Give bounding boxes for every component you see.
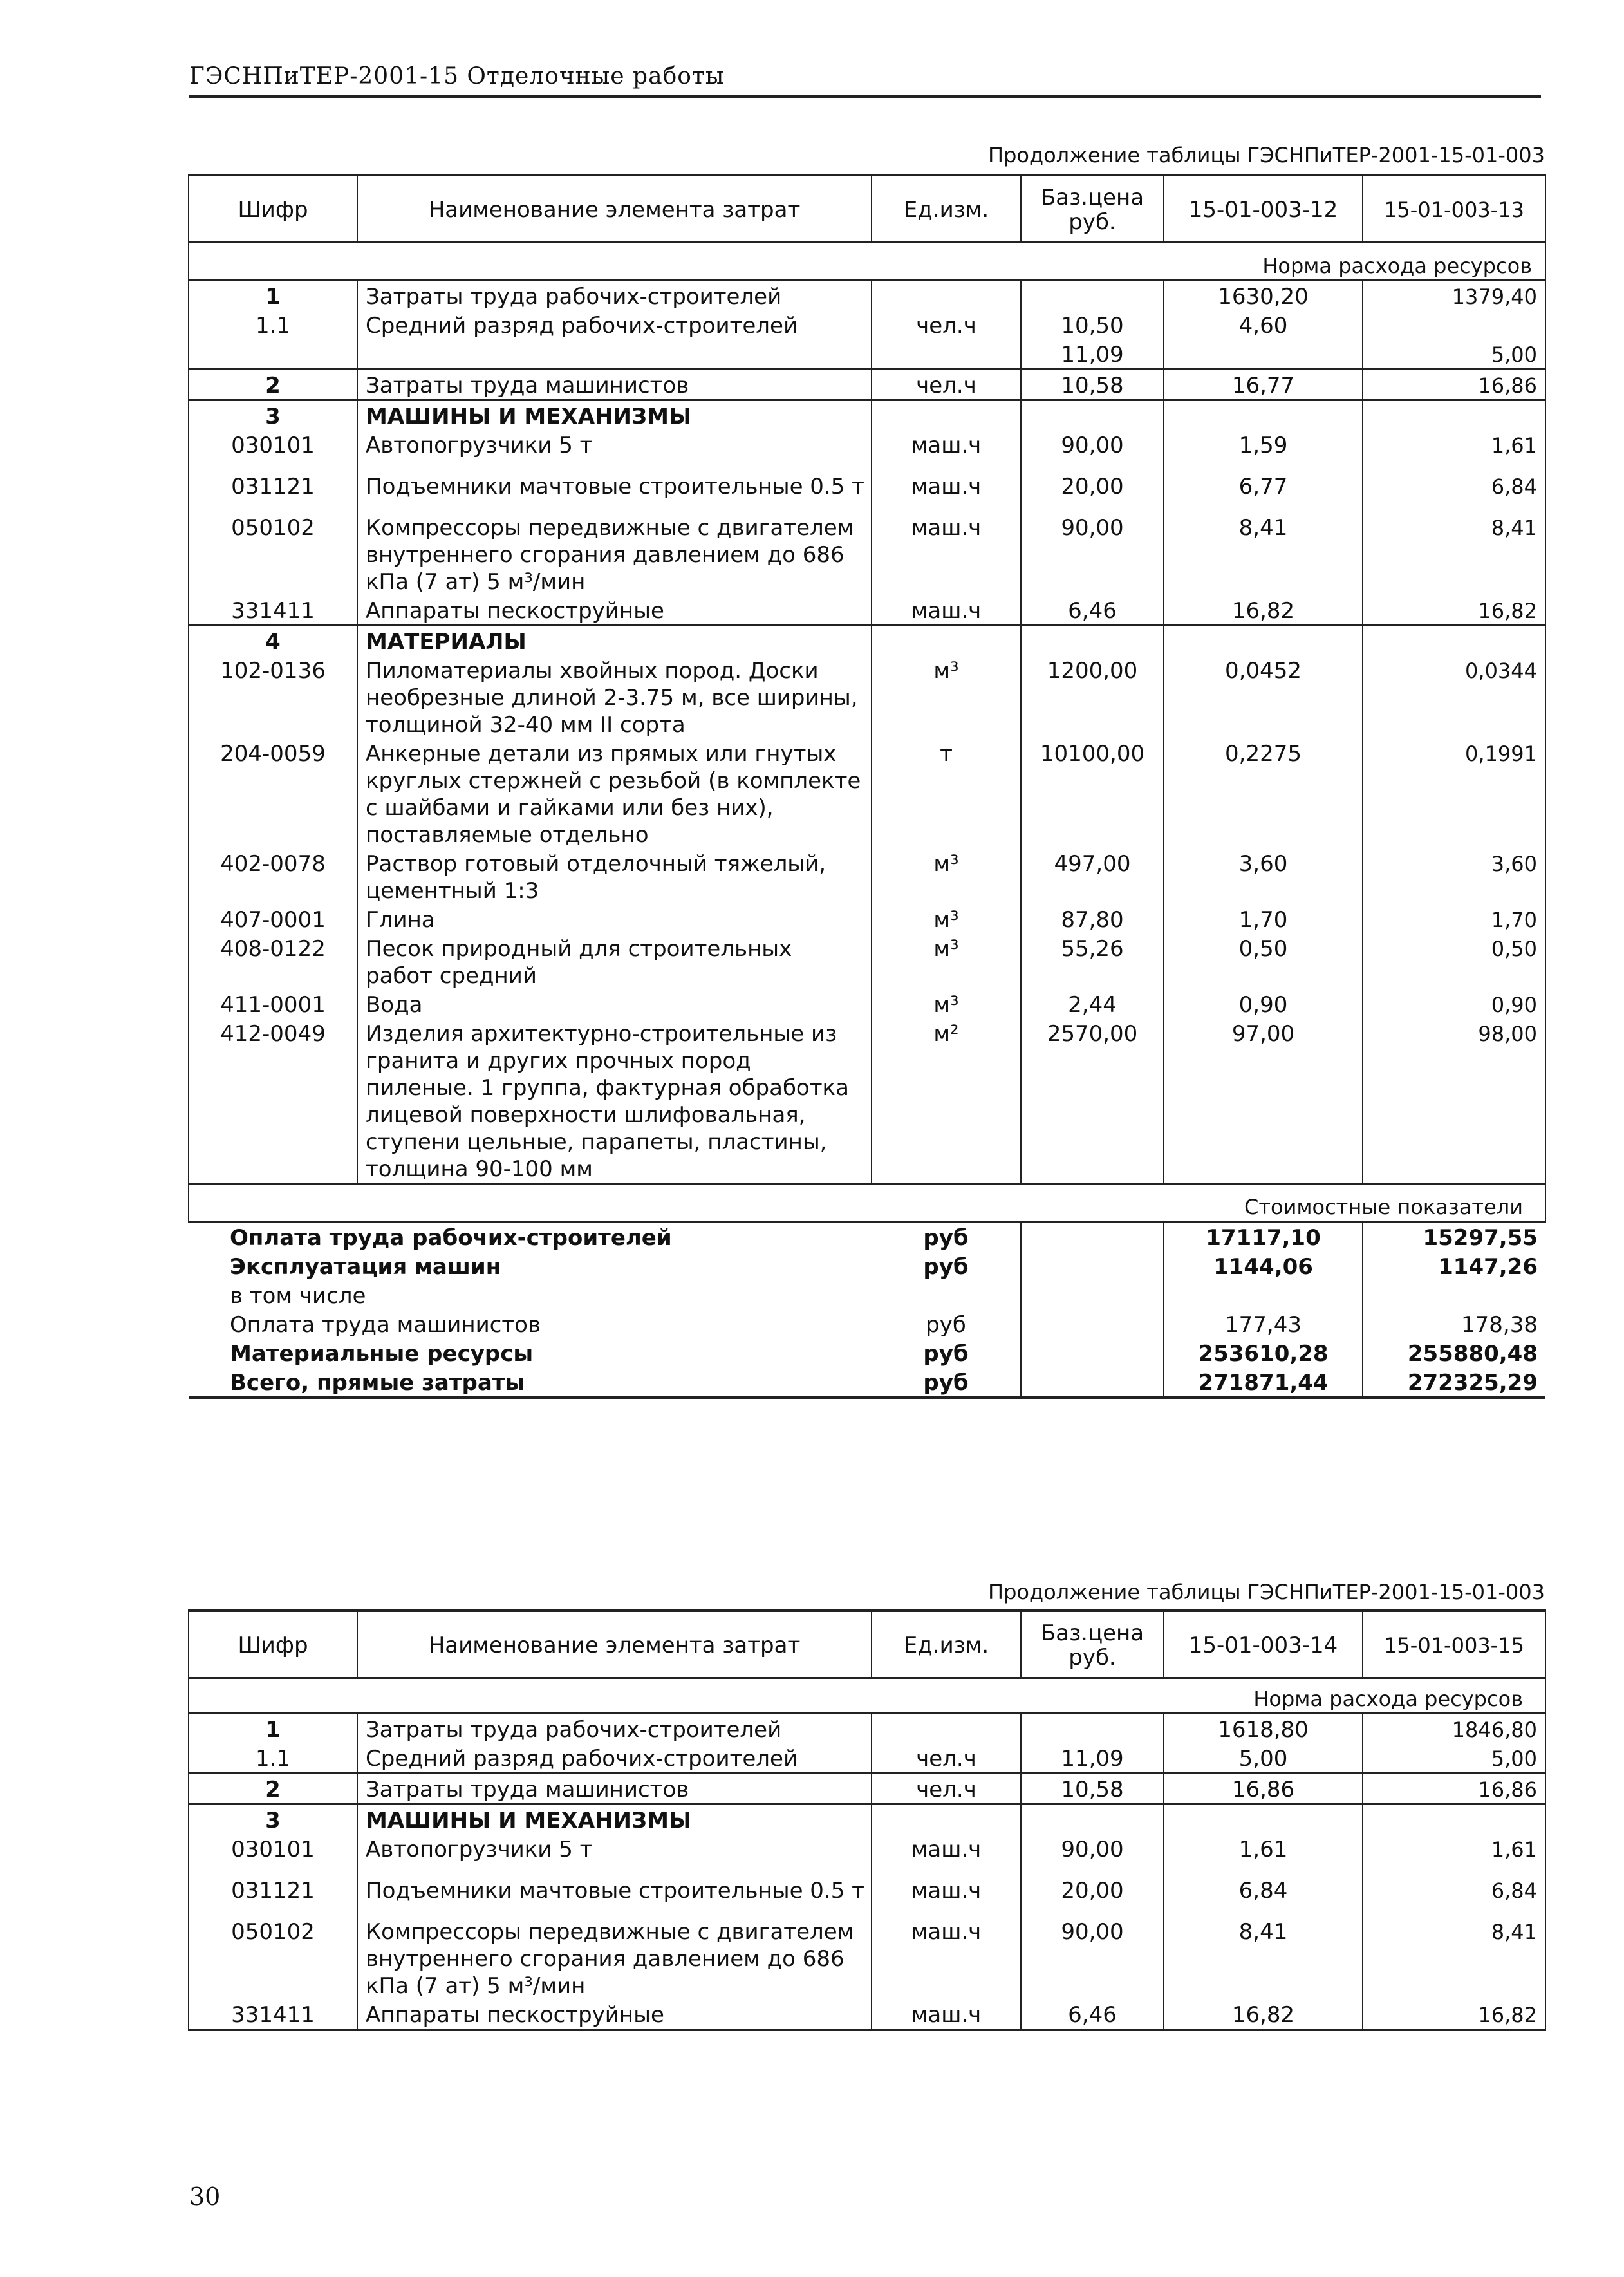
row-v1: 1,61 — [1164, 1834, 1363, 1875]
row-v1: 0,90 — [1164, 989, 1363, 1018]
row-unit: чел.ч — [872, 1773, 1021, 1804]
cost-name: в том числе — [230, 1282, 366, 1309]
row-v1: 6,84 — [1164, 1875, 1363, 1916]
table-row — [189, 310, 1545, 339]
table1-norm-row — [189, 242, 1545, 280]
cost-v2: 1147,26 — [1363, 1251, 1545, 1280]
row-code: 102-0136 — [189, 655, 357, 738]
table1 — [188, 174, 1546, 1399]
cost-v2: 272325,29 — [1363, 1367, 1545, 1398]
cost-empty — [1021, 1251, 1164, 1280]
table1-header-row — [189, 175, 1545, 242]
col-v1-header: 15-01-003-14 — [1164, 1611, 1363, 1678]
row-unit: т — [872, 738, 1021, 848]
table-row — [189, 369, 1545, 400]
row-code: 331411 — [189, 2000, 357, 2030]
row-name: Песок природный для строительных работ средний — [357, 933, 872, 989]
row-code: 3 — [189, 400, 357, 430]
cost-row — [189, 1309, 1545, 1338]
row-name: Автопогрузчики 5 т — [357, 1834, 872, 1875]
cost-name: Всего, прямые затраты — [189, 1367, 872, 1398]
cost-empty — [1021, 1221, 1164, 1251]
table-row — [189, 1773, 1545, 1804]
row-price: 10,58 — [1021, 369, 1164, 400]
row-unit — [872, 280, 1021, 310]
cost-row — [189, 1338, 1545, 1367]
row-v2: 16,82 — [1363, 595, 1545, 626]
row-name: Глина — [357, 904, 872, 933]
cost-unit: руб — [923, 1253, 969, 1280]
row-code: 050102 — [189, 512, 357, 595]
row-unit: маш.ч — [872, 430, 1021, 471]
row-price: 497,00 — [1021, 848, 1164, 904]
page-header-title: ГЭСНПиТЕР-2001-15 Отделочные работы — [189, 63, 725, 89]
row-v2: 1846,80 — [1363, 1713, 1545, 1743]
col-v2-header: 15-01-003-13 — [1363, 175, 1545, 242]
row-v1: 5,00 — [1164, 1743, 1363, 1774]
row-code: 1.1 — [189, 310, 357, 339]
cost-v2 — [1363, 1280, 1545, 1309]
col-code-header: Шифр — [189, 175, 357, 242]
table-row — [189, 400, 1545, 430]
cost-unit: руб — [872, 1367, 1021, 1398]
row-v1: 0,50 — [1164, 933, 1363, 989]
row-unit: маш.ч — [872, 1834, 1021, 1875]
row-code: 402-0078 — [189, 848, 357, 904]
row-name: Анкерные детали из прямых или гнутых круглых стержней с резьбой (в комплекте с шайбами и гайками или без них), поставляемые отдельно — [357, 738, 872, 848]
row-name: Пиломатериалы хвойных пород. Доски необрезные длиной 2-3.75 м, все ширины, толщиной 32-40 мм II сорта — [357, 655, 872, 738]
table-row — [189, 1804, 1545, 1834]
row-v1: 8,41 — [1164, 1916, 1363, 2000]
row-v1: 16,86 — [1164, 1773, 1363, 1804]
cost-v1 — [1164, 1280, 1363, 1309]
table-row — [189, 655, 1545, 738]
row-code: 2 — [189, 1773, 357, 1804]
row-name: Вода — [357, 989, 872, 1018]
table1-caption: Продолжение таблицы ГЭСНПиТЕР-2001-15-01-003 — [988, 143, 1545, 167]
cost-empty — [1021, 1338, 1164, 1367]
cost-row — [189, 1280, 1545, 1309]
row-unit — [872, 625, 1021, 655]
row-unit: чел.ч — [872, 1743, 1021, 1774]
row-code: 2 — [189, 369, 357, 400]
row-name: Затраты труда рабочих-строителей — [357, 280, 872, 310]
row-name: МАТЕРИАЛЫ — [357, 625, 872, 655]
cost-row — [189, 1251, 1545, 1280]
table-row — [189, 848, 1545, 904]
row-v1: 1,59 — [1164, 430, 1363, 471]
row-name: Автопогрузчики 5 т — [357, 430, 872, 471]
row-v1: 8,41 — [1164, 512, 1363, 595]
cost-v1: 253610,28 — [1164, 1338, 1363, 1367]
row-price: 90,00 — [1021, 1834, 1164, 1875]
row-v1: 1618,80 — [1164, 1713, 1363, 1743]
row-price: 2,44 — [1021, 989, 1164, 1018]
row-v2: 0,1991 — [1363, 738, 1545, 848]
col-price-header: Баз.цена руб. — [1021, 175, 1164, 242]
row-name: Компрессоры передвижные с двигателем внутреннего сгорания давлением до 686 кПа (7 ат) 5 м³/мин — [357, 1916, 872, 2000]
row-code: 1 — [189, 280, 357, 310]
row-price — [1021, 280, 1164, 310]
cost-v1: 17117,10 — [1164, 1221, 1363, 1251]
page-number: 30 — [189, 2182, 221, 2211]
row-unit: м³ — [872, 655, 1021, 738]
row-v1 — [1164, 1804, 1363, 1834]
row-v2: 0,0344 — [1363, 655, 1545, 738]
table2 — [188, 1609, 1546, 2031]
table-row — [189, 595, 1545, 626]
col-name-header: Наименование элемента затрат — [357, 1611, 872, 1678]
row-v2: 3,60 — [1363, 848, 1545, 904]
cost-v1: 271871,44 — [1164, 1367, 1363, 1398]
cost-name: Материальные ресурсы — [230, 1340, 534, 1367]
row-price — [1021, 1804, 1164, 1834]
col-unit-header: Ед.изм. — [872, 1611, 1021, 1678]
cost-name: Оплата труда рабочих-строителей — [230, 1224, 672, 1251]
row-v1: 0,2275 — [1164, 738, 1363, 848]
row-code: 412-0049 — [189, 1018, 357, 1184]
row-name: Аппараты пескоструйные — [357, 2000, 872, 2030]
row-price: 90,00 — [1021, 1916, 1164, 2000]
row-v1: 16,77 — [1164, 369, 1363, 400]
row-v2: 8,41 — [1363, 512, 1545, 595]
cost-row — [189, 1367, 1545, 1398]
table-row — [189, 280, 1545, 310]
cost-unit — [872, 1280, 1021, 1309]
row-v1: 1,70 — [1164, 904, 1363, 933]
col-v2-header: 15-01-003-15 — [1363, 1611, 1545, 1678]
cost-empty — [1021, 1309, 1164, 1338]
row-name: МАШИНЫ И МЕХАНИЗМЫ — [357, 1804, 872, 1834]
col-unit-header: Ед.изм. — [872, 175, 1021, 242]
row-unit: м³ — [872, 933, 1021, 989]
cost-row — [189, 1221, 1545, 1251]
row-price — [1021, 625, 1164, 655]
table-row — [189, 1743, 1545, 1774]
row-price: 1200,00 — [1021, 655, 1164, 738]
row-name: Затраты труда машинистов — [357, 1773, 872, 1804]
table-row — [189, 738, 1545, 848]
table-row — [189, 1018, 1545, 1184]
row-code: 411-0001 — [189, 989, 357, 1018]
row-unit — [872, 339, 1021, 370]
row-code: 030101 — [189, 1834, 357, 1875]
row-v1 — [1164, 400, 1363, 430]
row-price: 55,26 — [1021, 933, 1164, 989]
row-price: 2570,00 — [1021, 1018, 1164, 1184]
table-row — [189, 989, 1545, 1018]
row-unit: маш.ч — [872, 1875, 1021, 1916]
cost-name: Оплата труда машинистов — [230, 1311, 541, 1338]
row-unit: м³ — [872, 848, 1021, 904]
row-name — [357, 339, 872, 370]
row-v2: 1,61 — [1363, 1834, 1545, 1875]
row-unit: м³ — [872, 904, 1021, 933]
cost-unit: руб — [926, 1311, 966, 1338]
cost-name: Эксплуатация машин — [230, 1253, 501, 1280]
col-name-header: Наименование элемента затрат — [357, 175, 872, 242]
cost-v1: 177,43 — [1164, 1309, 1363, 1338]
row-name: МАШИНЫ И МЕХАНИЗМЫ — [357, 400, 872, 430]
table2-header-row — [189, 1611, 1545, 1678]
table-row — [189, 1916, 1545, 2000]
row-unit — [872, 1713, 1021, 1743]
page-header — [189, 59, 1541, 98]
row-v1: 3,60 — [1164, 848, 1363, 904]
row-name: Компрессоры передвижные с двигателем внутреннего сгорания давлением до 686 кПа (7 ат) 5 м³/мин — [357, 512, 872, 595]
table1-cost-label-row — [189, 1183, 1545, 1221]
row-v1: 4,60 — [1164, 310, 1363, 339]
row-v2: 6,84 — [1363, 1875, 1545, 1916]
row-name: Подъемники мачтовые строительные 0.5 т — [357, 1875, 872, 1916]
row-unit: чел.ч — [872, 310, 1021, 339]
table1-norm-label: Норма расхода ресурсов — [189, 242, 1545, 280]
row-unit: маш.ч — [872, 595, 1021, 626]
row-name: Затраты труда рабочих-строителей — [357, 1713, 872, 1743]
row-v1: 16,82 — [1164, 595, 1363, 626]
cost-unit: руб — [923, 1224, 969, 1251]
row-code: 031121 — [189, 471, 357, 512]
table-row — [189, 933, 1545, 989]
row-code: 050102 — [189, 1916, 357, 2000]
cost-empty — [1021, 1280, 1164, 1309]
row-code: 408-0122 — [189, 933, 357, 989]
row-unit: маш.ч — [872, 2000, 1021, 2030]
table-row — [189, 512, 1545, 595]
cost-empty — [1021, 1367, 1164, 1398]
row-price: 10,58 — [1021, 1773, 1164, 1804]
row-price — [1021, 400, 1164, 430]
row-v1 — [1164, 339, 1363, 370]
row-unit — [872, 400, 1021, 430]
row-code: 1 — [189, 1713, 357, 1743]
row-price: 10100,00 — [1021, 738, 1164, 848]
row-v1 — [1164, 625, 1363, 655]
table-row — [189, 904, 1545, 933]
row-v1: 97,00 — [1164, 1018, 1363, 1184]
row-unit: м³ — [872, 989, 1021, 1018]
row-code: 204-0059 — [189, 738, 357, 848]
row-code: 3 — [189, 1804, 357, 1834]
row-v2: 16,82 — [1363, 2000, 1545, 2030]
row-price: 20,00 — [1021, 471, 1164, 512]
table-row — [189, 625, 1545, 655]
row-price: 11,09 — [1021, 339, 1164, 370]
row-v2: 1379,40 — [1363, 280, 1545, 310]
table-row — [189, 471, 1545, 512]
table-row — [189, 2000, 1545, 2030]
row-v2 — [1363, 1804, 1545, 1834]
row-v1: 1630,20 — [1164, 280, 1363, 310]
cost-v1: 1144,06 — [1164, 1251, 1363, 1280]
col-code-header: Шифр — [189, 1611, 357, 1678]
row-unit: м² — [872, 1018, 1021, 1184]
row-v2: 1,61 — [1363, 430, 1545, 471]
row-v1: 6,77 — [1164, 471, 1363, 512]
row-v2: 5,00 — [1363, 1743, 1545, 1774]
row-name: Средний разряд рабочих-строителей — [357, 1743, 872, 1774]
table-row — [189, 430, 1545, 471]
row-v2 — [1363, 400, 1545, 430]
row-v2: 16,86 — [1363, 1773, 1545, 1804]
table2-norm-label: Норма расхода ресурсов — [189, 1678, 1545, 1713]
col-price-header: Баз.цена руб. — [1021, 1611, 1164, 1678]
row-price: 20,00 — [1021, 1875, 1164, 1916]
row-code: 030101 — [189, 430, 357, 471]
table-row — [189, 339, 1545, 370]
row-price: 6,46 — [1021, 2000, 1164, 2030]
row-name: Затраты труда машинистов — [357, 369, 872, 400]
row-price: 11,09 — [1021, 1743, 1164, 1774]
row-v2: 6,84 — [1363, 471, 1545, 512]
row-name: Раствор готовый отделочный тяжелый, цементный 1:3 — [357, 848, 872, 904]
row-name: Подъемники мачтовые строительные 0.5 т — [357, 471, 872, 512]
row-v2 — [1363, 625, 1545, 655]
row-price: 90,00 — [1021, 512, 1164, 595]
row-unit: маш.ч — [872, 471, 1021, 512]
row-v1: 0,0452 — [1164, 655, 1363, 738]
table1-cost-label: Стоимостные показатели — [189, 1183, 1545, 1221]
cost-v2: 255880,48 — [1363, 1338, 1545, 1367]
row-code: 4 — [189, 625, 357, 655]
cost-v2: 178,38 — [1363, 1309, 1545, 1338]
row-unit — [872, 1804, 1021, 1834]
row-price: 90,00 — [1021, 430, 1164, 471]
row-price: 6,46 — [1021, 595, 1164, 626]
table2-norm-row — [189, 1678, 1545, 1713]
row-price: 87,80 — [1021, 904, 1164, 933]
row-v2: 0,50 — [1363, 933, 1545, 989]
cost-v2: 15297,55 — [1363, 1221, 1545, 1251]
row-name: Средний разряд рабочих-строителей — [357, 310, 872, 339]
col-v1-header: 15-01-003-12 — [1164, 175, 1363, 242]
row-code — [189, 339, 357, 370]
row-price: 10,50 — [1021, 310, 1164, 339]
row-v2 — [1363, 310, 1545, 339]
row-v2: 5,00 — [1363, 339, 1545, 370]
row-v2: 1,70 — [1363, 904, 1545, 933]
row-code: 031121 — [189, 1875, 357, 1916]
row-name: Изделия архитектурно-строительные из гранита и других прочных пород пиленые. 1 группа, фактурная обработка лицевой поверхности шлифовальная, ступени цельные, парапеты, пластины, толщина 90-100 мм — [357, 1018, 872, 1184]
row-unit: маш.ч — [872, 512, 1021, 595]
table-row — [189, 1713, 1545, 1743]
row-v2: 8,41 — [1363, 1916, 1545, 2000]
row-v2: 98,00 — [1363, 1018, 1545, 1184]
row-v2: 0,90 — [1363, 989, 1545, 1018]
row-code: 1.1 — [189, 1743, 357, 1774]
row-name: Аппараты пескоструйные — [357, 595, 872, 626]
row-v1: 16,82 — [1164, 2000, 1363, 2030]
table-row — [189, 1834, 1545, 1875]
table2-caption: Продолжение таблицы ГЭСНПиТЕР-2001-15-01-003 — [988, 1580, 1545, 1604]
row-unit: чел.ч — [872, 369, 1021, 400]
cost-unit: руб — [923, 1340, 969, 1367]
row-code: 331411 — [189, 595, 357, 626]
row-code: 407-0001 — [189, 904, 357, 933]
row-price — [1021, 1713, 1164, 1743]
row-v2: 16,86 — [1363, 369, 1545, 400]
row-unit: маш.ч — [872, 1916, 1021, 2000]
table-row — [189, 1875, 1545, 1916]
